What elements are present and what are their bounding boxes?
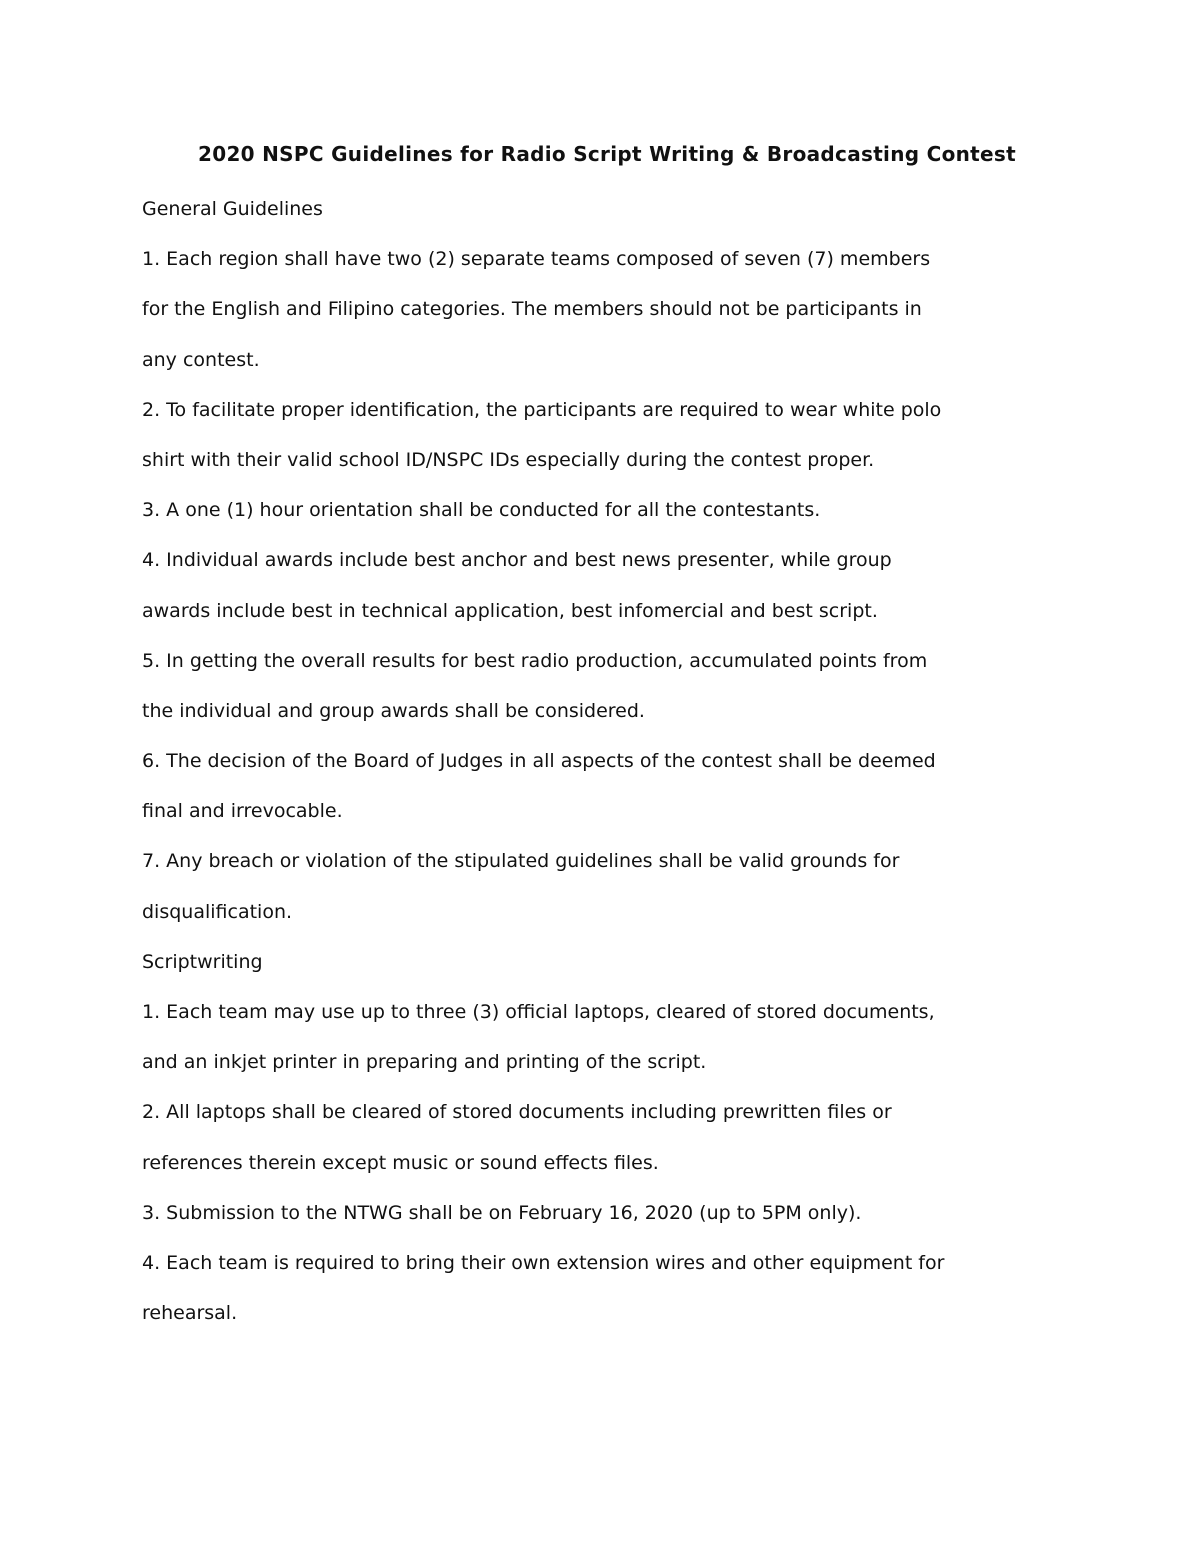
general-item-2 bbox=[142, 385, 1072, 485]
section-heading-scriptwriting: Scriptwriting bbox=[142, 950, 263, 973]
general-item-3 bbox=[142, 485, 1072, 535]
section-heading-general: General Guidelines bbox=[142, 198, 323, 220]
general-item-6 bbox=[142, 736, 1072, 836]
general-item-2-line-1: 2. To facilitate proper identification, the participants are required to wear white polo bbox=[142, 398, 942, 421]
general-item-3-line-1: 3. A one (1) hour orientation shall be conducted for all the contestants. bbox=[142, 499, 821, 522]
script-item-1-line-2: and an inkjet printer in preparing and printing of the script. bbox=[142, 1051, 707, 1074]
general-item-5-line-2: the individual and group awards shall be considered. bbox=[142, 699, 645, 722]
script-item-3-line-1: 3. Submission to the NTWG shall be on February 16, 2020 (up to 5PM only). bbox=[142, 1201, 862, 1224]
script-item-4-line-2: rehearsal. bbox=[142, 1302, 238, 1325]
script-item-1 bbox=[142, 987, 1072, 1087]
general-item-4-line-1: 4. Individual awards include best anchor and best news presenter, while group bbox=[142, 549, 892, 572]
general-item-4-line-2: awards include best in technical application, best infomercial and best script. bbox=[142, 599, 878, 622]
general-item-4 bbox=[142, 535, 1072, 635]
document-body bbox=[142, 134, 1072, 1338]
general-item-5-line-1: 5. In getting the overall results for best radio production, accumulated points from bbox=[142, 649, 928, 672]
script-item-2-line-1: 2. All laptops shall be cleared of stored documents including prewritten files or bbox=[142, 1101, 892, 1124]
script-item-3 bbox=[142, 1188, 1072, 1238]
script-item-1-line-1: 1. Each team may use up to three (3) official laptops, cleared of stored documents, bbox=[142, 1001, 935, 1023]
script-item-4 bbox=[142, 1238, 1072, 1338]
general-item-7 bbox=[142, 836, 1072, 936]
general-item-1-line-3: any contest. bbox=[142, 348, 260, 371]
general-item-5 bbox=[142, 636, 1072, 736]
script-item-4-line-1: 4. Each team is required to bring their own extension wires and other equipment for bbox=[142, 1251, 945, 1274]
script-item-2-line-2: references therein except music or sound effects files. bbox=[142, 1151, 659, 1174]
general-item-2-line-2: shirt with their valid school ID/NSPC IDs especially during the contest proper. bbox=[142, 448, 875, 471]
general-item-6-line-1: 6. The decision of the Board of Judges in all aspects of the contest shall be deemed bbox=[142, 750, 936, 773]
document-title: 2020 NSPC Guidelines for Radio Script Writing & Broadcasting Contest bbox=[198, 142, 1016, 166]
general-item-1-line-1: 1. Each region shall have two (2) separate teams composed of seven (7) members bbox=[142, 248, 931, 271]
general-item-6-line-2: final and irrevocable. bbox=[142, 800, 343, 823]
general-item-7-line-2: disqualification. bbox=[142, 900, 293, 923]
general-item-7-line-1: 7. Any breach or violation of the stipulated guidelines shall be valid grounds for bbox=[142, 850, 900, 873]
script-item-2 bbox=[142, 1087, 1072, 1187]
general-item-1-line-2: for the English and Filipino categories. The members should not be participants in bbox=[142, 298, 922, 321]
general-item-1 bbox=[142, 234, 1072, 385]
